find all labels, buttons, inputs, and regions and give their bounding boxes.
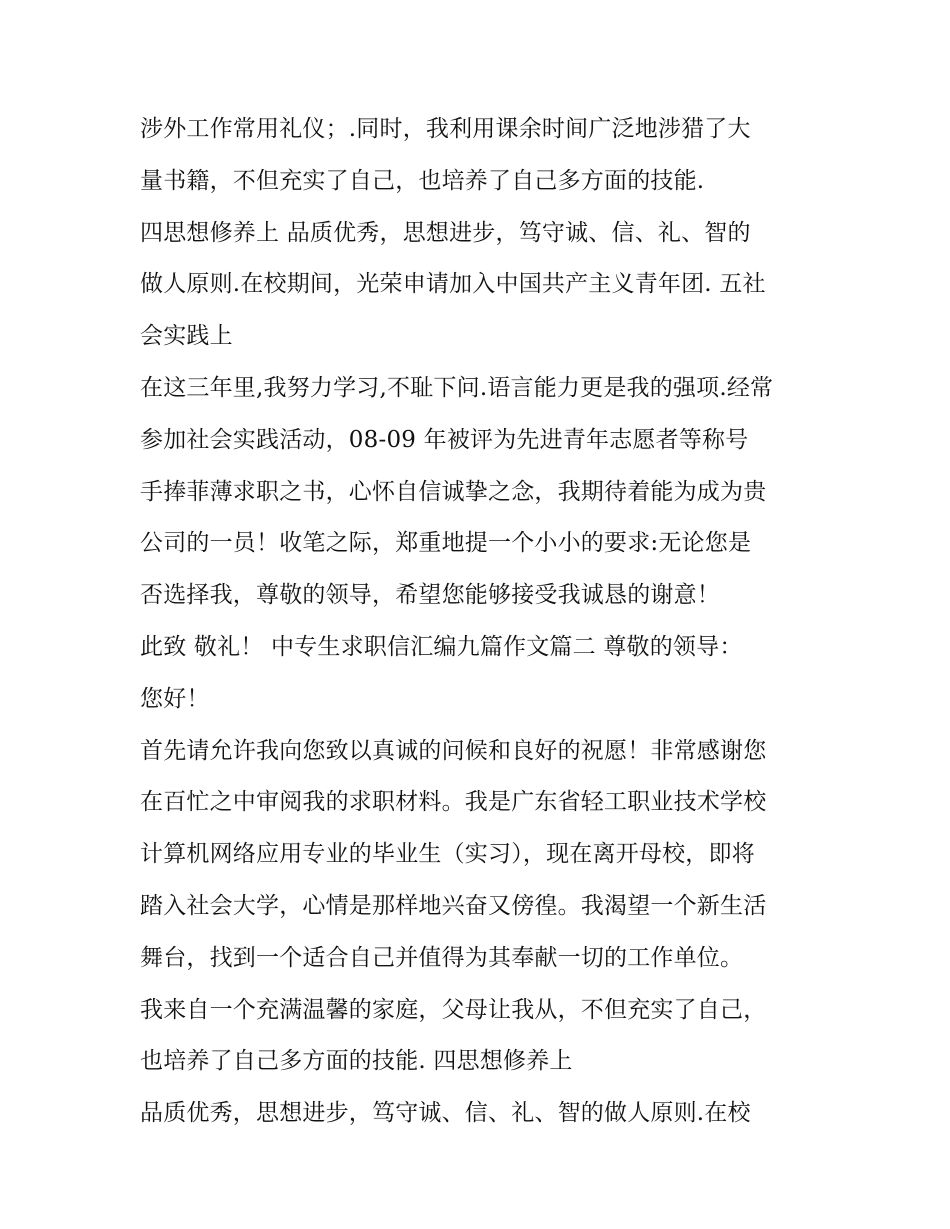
text-line-3: 四思想修养上 品质优秀，思想进步，笃守诚、信、礼、智的 (140, 219, 751, 246)
text-line-5: 会实践上 (140, 323, 233, 350)
text-line-7: 参加社会实践活动，08-09 年被评为先进青年志愿者等称号 (140, 426, 749, 453)
text-line-16: 踏入社会大学，心情是那样地兴奋又傍徨。我渴望一个新生活 (140, 892, 767, 919)
text-line-19: 也培养了自己多方面的技能. 四思想修养上 (140, 1048, 573, 1075)
document-body (140, 110, 830, 1146)
text-line-12: 您好！ (140, 685, 210, 712)
text-line-17: 舞台，找到一个适合自己并值得为其奉献一切的工作单位。 (140, 944, 744, 971)
text-line-9: 公司的一员！收笔之际，郑重地提一个小小的要求:无论您是 (140, 530, 752, 557)
text-line-15: 计算机网络应用专业的毕业生（实习），现在离开母校，即将 (140, 841, 755, 868)
text-line-1: 涉外工作常用礼仪；.同时，我利用课余时间广泛地涉猎了大 (140, 116, 751, 142)
text-line-4: 做人原则.在校期间，光荣申请加入中国共产主义青年团. 五社 (140, 271, 766, 298)
text-line-6: 在这三年里,我努力学习,不耻下问.语言能力更是我的强项.经常 (140, 374, 774, 401)
text-line-2: 量书籍，不但充实了自己，也培养了自己多方面的技能. (140, 167, 705, 194)
text-line-20: 品质优秀，思想进步，笃守诚、信、礼、智的做人原则.在校 (140, 1100, 751, 1127)
text-line-13: 首先请允许我向您致以真诚的问候和良好的祝愿！非常感谢您 (140, 737, 767, 764)
text-line-10: 否选择我，尊敬的领导，希望您能够接受我诚恳的谢意！ (140, 582, 720, 609)
text-line-8: 手捧菲薄求职之书，心怀自信诚挚之念，我期待着能为成为贵 (140, 478, 767, 505)
text-line-14: 在百忙之中审阅我的求职材料。我是广东省轻工职业技术学校 (140, 789, 767, 816)
text-line-11: 此致 敬礼！ 中专生求职信汇编九篇作文篇二 尊敬的领导： (140, 633, 743, 660)
text-line-18: 我来自一个充满温馨的家庭，父母让我从，不但充实了自己， (140, 996, 767, 1023)
